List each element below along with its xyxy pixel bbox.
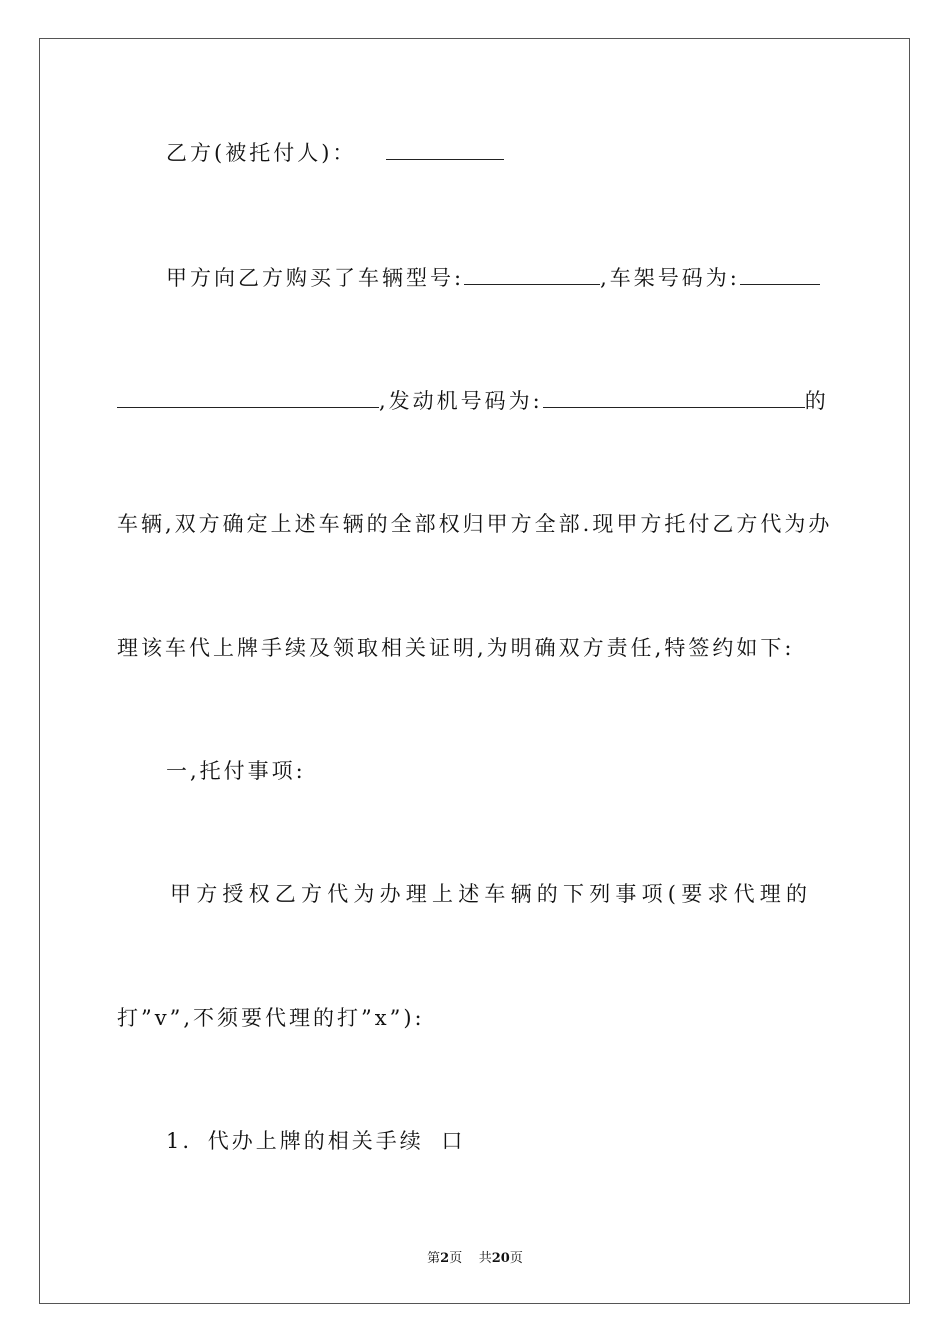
party-b-line (166, 139, 504, 167)
vehicle-model-label: 甲方向乙方购买了车辆型号: (166, 266, 465, 290)
page-frame (39, 38, 910, 1304)
item-1-checkbox: 口 (441, 1129, 466, 1153)
vehicle-model-blank (464, 266, 600, 285)
footer-total-suffix: 页 (509, 1251, 523, 1266)
paragraph-line-4: 车辆,双方确定上述车辆的全部权归甲方全部.现甲方托付乙方代为办 (117, 512, 833, 536)
footer-prefix: 第 (427, 1251, 441, 1266)
frame-number-blank-cont (117, 389, 379, 408)
item-1-text: 代办上牌的相关手续 (207, 1129, 424, 1153)
page-footer (0, 1247, 950, 1266)
footer-total-prefix: 共 (478, 1251, 492, 1266)
footer-page-number: 2 (440, 1251, 450, 1266)
engine-number-suffix: 的 (804, 389, 829, 413)
footer-page-suffix: 页 (449, 1251, 463, 1266)
paragraph-line-5: 理该车代上牌手续及领取相关证明,为明确双方责任,特签约如下: (117, 636, 795, 660)
party-b-label: 乙方(被托付人)： (166, 141, 357, 165)
paragraph-line-7: 甲方授权乙方代为办理上述车辆的下列事项(要求代理的 (170, 882, 813, 906)
item-1-line (166, 1127, 465, 1155)
frame-number-blank (740, 266, 820, 285)
vehicle-model-line (166, 264, 820, 292)
engine-number-line (117, 387, 829, 415)
section-heading: 一,托付事项: (166, 759, 306, 783)
paragraph-line-8: 打”v”,不须要代理的打”x”): (117, 1006, 425, 1030)
party-b-blank (386, 141, 504, 160)
footer-total-pages: 20 (491, 1251, 510, 1266)
engine-number-label: ,发动机号码为: (379, 389, 543, 413)
item-1-number: 1. (166, 1129, 193, 1153)
frame-number-label: ,车架号码为: (600, 266, 740, 290)
engine-number-blank (543, 389, 805, 408)
